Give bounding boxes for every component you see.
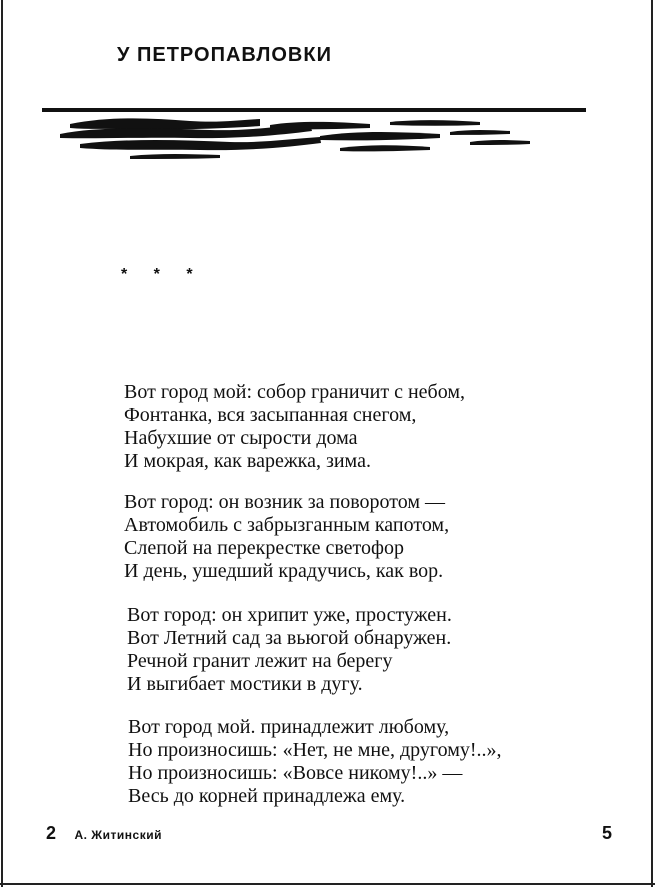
page-border-bottom (0, 883, 655, 885)
footer-left (46, 823, 162, 844)
verse-line: Вот Летний сад за вьюгой обнаружен. (127, 627, 452, 649)
verse-line: Речной гранит лежит на берегу (127, 650, 393, 672)
top-rule (42, 108, 586, 112)
wave-stroke (450, 130, 510, 135)
verse-line: Слепой на перекрестке светофор (124, 537, 404, 559)
stanza-1 (124, 381, 465, 473)
wave-stroke (390, 120, 480, 126)
stanza-4 (128, 716, 502, 808)
left-page-number: 2 (46, 823, 57, 843)
page-border-left (1, 0, 3, 887)
wave-stroke (340, 145, 430, 151)
poem-title: У ПЕТРОПАВЛОВКИ (117, 44, 332, 66)
verse-line: Набухшие от сырости дома (124, 427, 358, 449)
verse-line: Автомобиль с забрызганным капотом, (124, 514, 450, 536)
verse-line: И мокрая, как варежка, зима. (124, 450, 371, 472)
wave-stroke (130, 154, 220, 159)
wave-stroke (470, 140, 530, 145)
page-border-right (651, 0, 653, 887)
stanza-3 (127, 604, 452, 696)
verse-line: Весь до корней принадлежа ему. (128, 785, 406, 807)
stanza-separator: * * * (121, 266, 204, 283)
verse-line: Но произносишь: «Нет, не мне, другому!..», (128, 739, 502, 761)
verse-line: Вот город мой: собор граничит с небом, (124, 381, 465, 403)
wave-stroke (70, 118, 260, 129)
waves-ornament-icon (40, 104, 592, 168)
verse-line: Вот город: он возник за поворотом — (124, 491, 445, 513)
verse-line: Вот город: он хрипит уже, простужен. (127, 604, 452, 626)
right-page-number: 5 (602, 823, 613, 843)
wave-stroke (320, 132, 440, 140)
author-name: А. Житинский (74, 828, 162, 842)
wave-stroke (270, 122, 370, 130)
wave-stroke (80, 137, 321, 150)
stanza-2 (124, 491, 449, 583)
verse-line: Вот город мой. принадлежит любому, (128, 716, 450, 738)
verse-line: Но произносишь: «Вовсе никому!..» — (128, 762, 463, 784)
verse-line: И день, ушедший крадучись, как вор. (124, 560, 444, 582)
verse-line: И выгибает мостики в дугу. (127, 673, 363, 695)
verse-line: Фонтанка, вся засыпанная снегом, (124, 404, 417, 426)
